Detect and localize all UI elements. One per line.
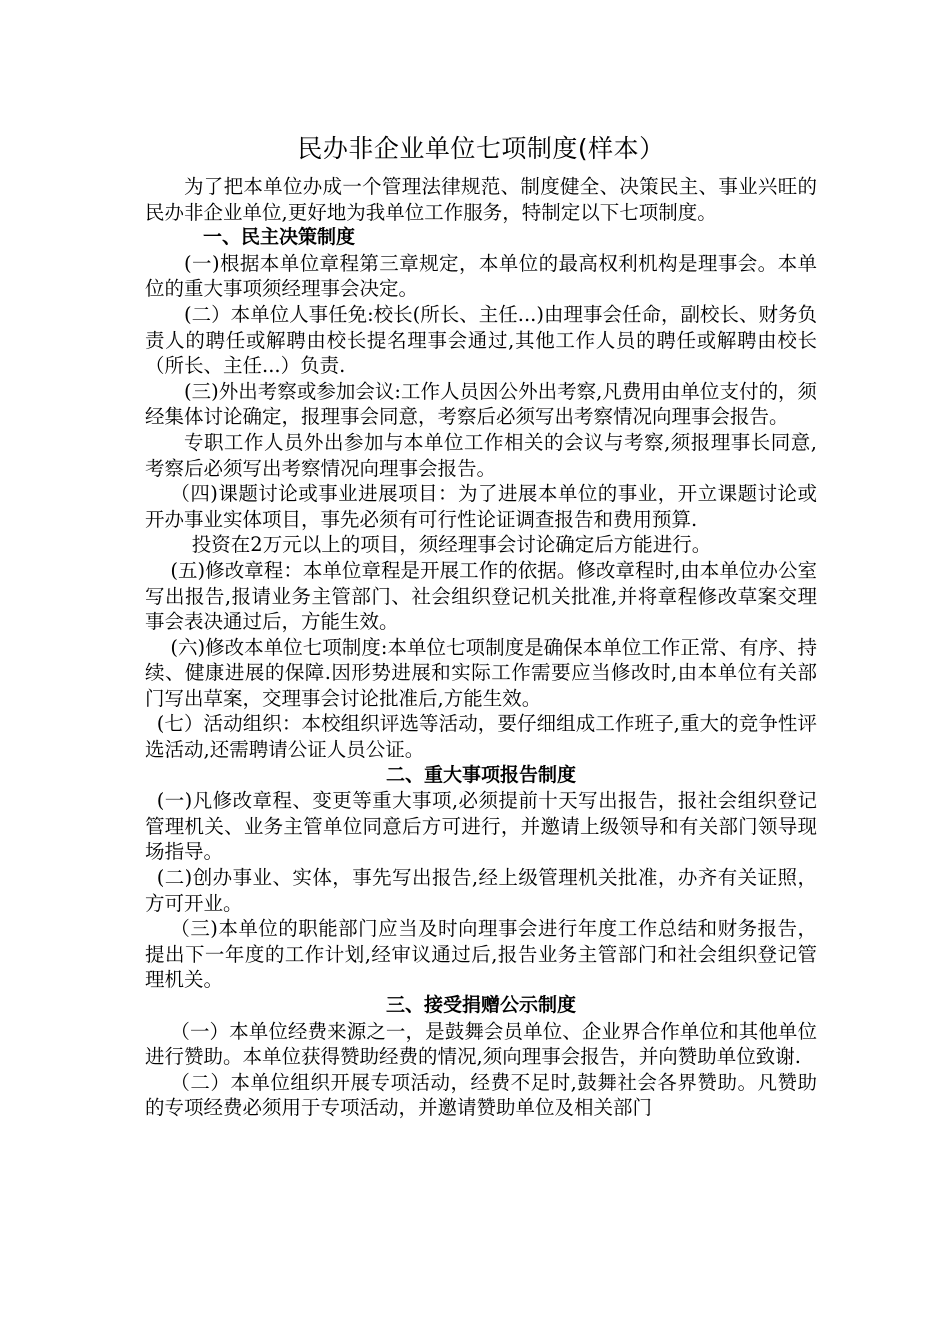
intro-paragraph: 为了把本单位办成一个管理法律规范、制度健全、决策民主、事业兴旺的民办非企业单位,更好地为我单位工作服务，特制定以下七项制度。 xyxy=(145,175,817,224)
paragraph: (二)创办事业、实体，事先写出报告,经上级管理机关批准，办齐有关证照，方可开业。 xyxy=(145,866,817,915)
paragraph: (五)修改章程：本单位章程是开展工作的依据。修改章程时,由本单位办公室写出报告,报请业务主管部门、社会组织登记机关批准,并将章程修改草案交理事会表决通过后，方能生效。 xyxy=(145,558,817,634)
paragraph: (三)外出考察或参加会议:工作人员因公外出考察,凡费用由单位支付的，须经集体讨论确定，报理事会同意，考察后必须写出考察情况向理事会报告。 xyxy=(145,379,817,429)
document-title: 民办非企业单位七项制度(样本） xyxy=(297,134,665,163)
section-heading-donation-disclosure: 三、接受捐赠公示制度 xyxy=(385,994,576,1016)
document-page xyxy=(145,132,817,1121)
paragraph: 投资在2万元以上的项目，须经理事会讨论确定后方能进行。 xyxy=(191,533,712,557)
paragraph: 专职工作人员外出参加与本单位工作相关的会议与考察,须报理事长同意,考察后必须写出考察情况向理事会报告。 xyxy=(145,430,817,480)
section-heading-democratic-decision: 一、民主决策制度 xyxy=(203,226,356,249)
paragraph: (七）活动组织：本校组织评选等活动，要仔细组成工作班子,重大的竞争性评选活动,还需聘请公证人员公证。 xyxy=(145,712,817,762)
paragraph: （一）本单位经费来源之一，是鼓舞会员单位、企业界合作单位和其他单位进行赞助。本单位获得赞助经费的情况,须向理事会报告，并向赞助单位致谢. xyxy=(145,1019,817,1069)
paragraph: （四)课题讨论或事业进展项目：为了进展本单位的事业，开立课题讨论或开办事业实体项目，事先必须有可行性论证调查报告和费用预算. xyxy=(145,482,817,531)
paragraph: (一)根据本单位章程第三章规定，本单位的最高权利机构是理事会。本单位的重大事项须经理事会决定。 xyxy=(145,251,817,301)
paragraph: (一)凡修改章程、变更等重大事项,必须提前十天写出报告，报社会组织登记管理机关、业务主管单位同意后方可进行，并邀请上级领导和有关部门领导现场指导。 xyxy=(145,789,817,864)
paragraph: （三)本单位的职能部门应当及时向理事会进行年度工作总结和财务报告，提出下一年度的工作计划,经审议通过后,报告业务主管部门和社会组织登记管理机关。 xyxy=(145,917,817,992)
paragraph: （二）本单位组织开展专项活动，经费不足时,鼓舞社会各界赞助。凡赞助的专项经费必须用于专项活动，并邀请赞助单位及相关部门 xyxy=(145,1070,817,1120)
paragraph: (二）本单位人事任免:校长(所长、主任...)由理事会任命，副校长、财务负责人的聘任或解聘由校长提名理事会通过,其他工作人员的聘任或解聘由校长（所长、主任...）负责. xyxy=(145,302,817,378)
section-heading-major-matters-report: 二、重大事项报告制度 xyxy=(385,763,576,786)
paragraph: (六)修改本单位七项制度:本单位七项制度是确保本单位工作正常、有序、持续、健康进展的保障.因形势进展和实际工作需要应当修改时,由本单位有关部门写出草案，交理事会讨论批准后,方能生效。 xyxy=(145,635,817,710)
